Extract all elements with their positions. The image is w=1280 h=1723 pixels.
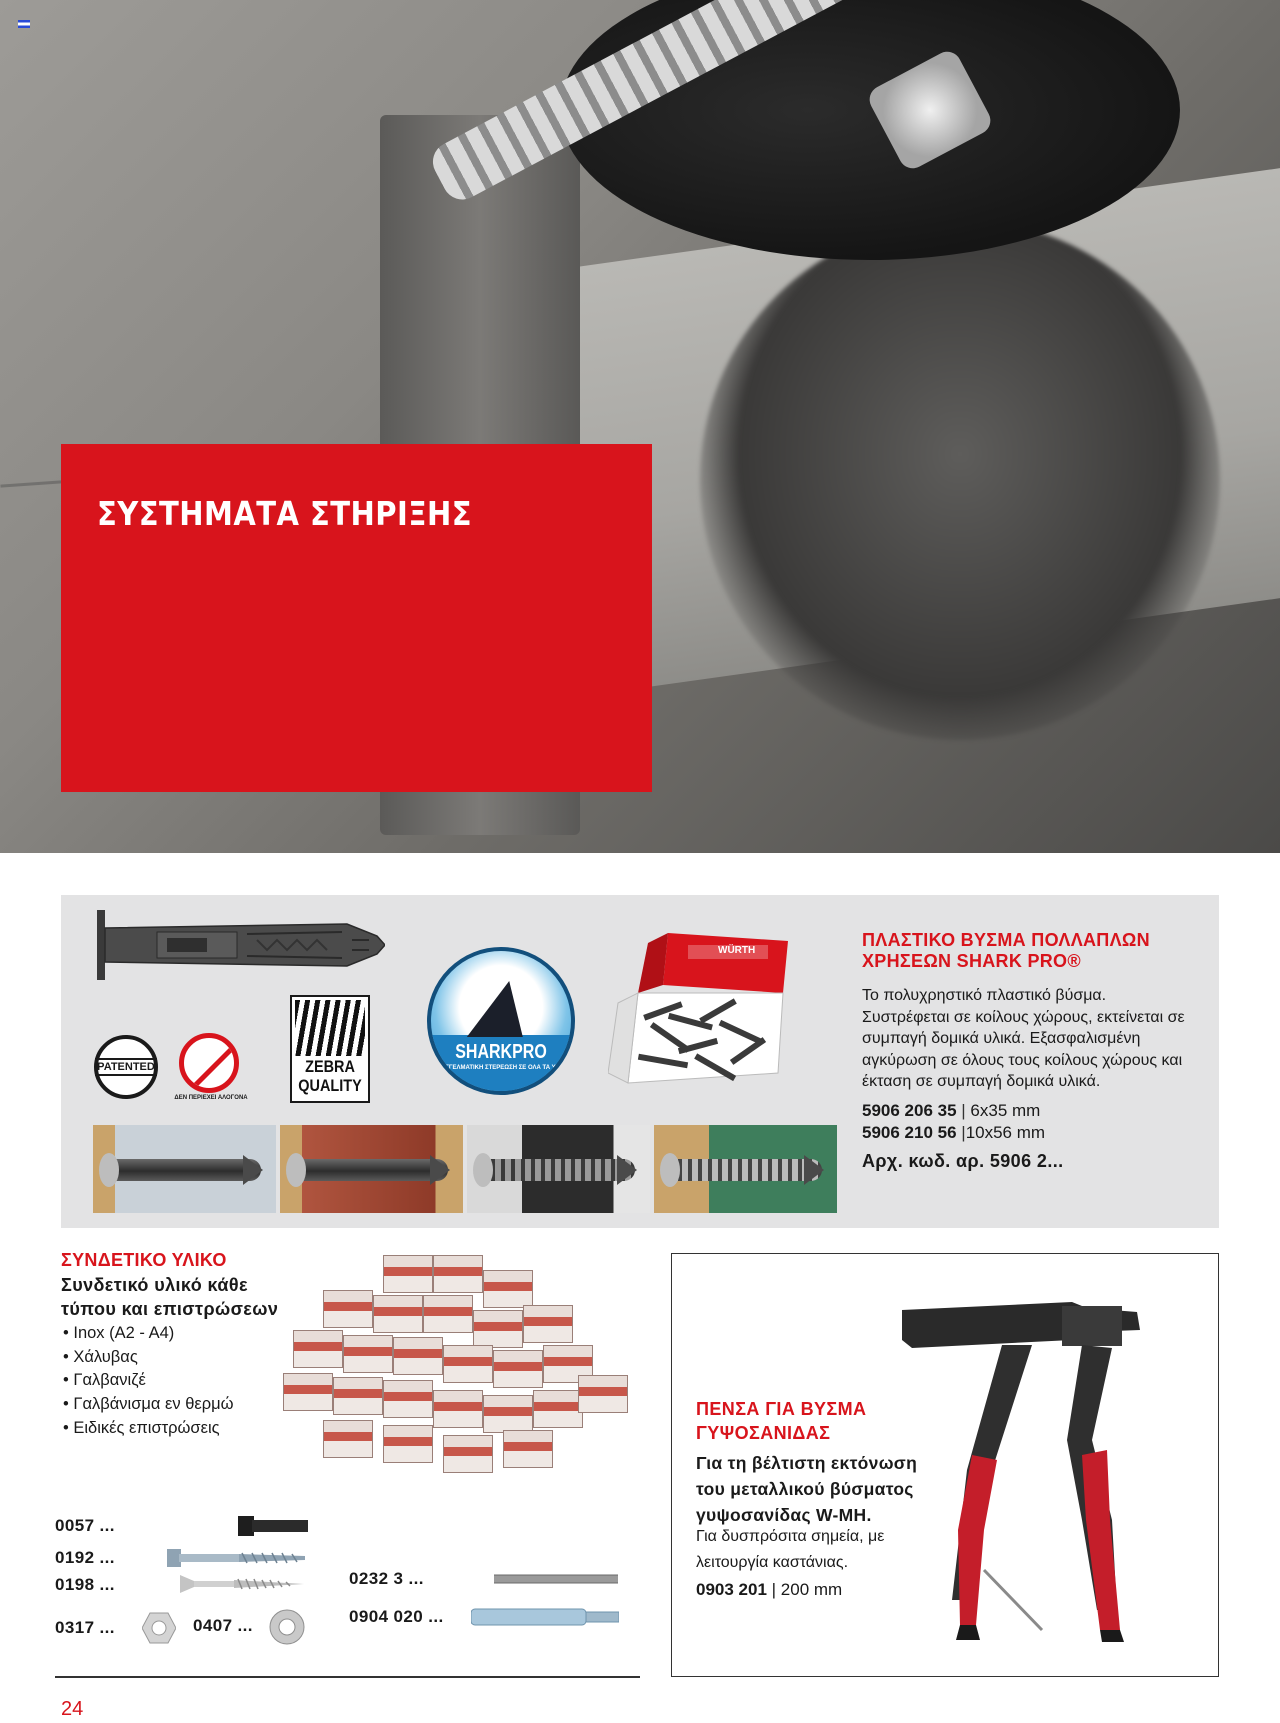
- product-code-row: [862, 1122, 1192, 1144]
- code-separator: |: [956, 1101, 971, 1120]
- pliers-panel: [671, 1253, 1219, 1677]
- fastener-box: [483, 1395, 533, 1433]
- screw-head-3: [473, 1153, 493, 1187]
- fastener-box: [443, 1345, 493, 1383]
- fastener-box: [503, 1430, 553, 1468]
- fastener-box: [533, 1390, 583, 1428]
- box-brand-label: WÜRTH: [718, 945, 756, 956]
- code-0198: 0198 ...: [55, 1575, 115, 1594]
- anchor-shape-1: [101, 1159, 261, 1181]
- anchor-sleeve-icon: [471, 1605, 619, 1629]
- shark-pro-panel: [61, 895, 1219, 1228]
- zebra-quality-label: ZEBRA QUALITY: [298, 1057, 362, 1095]
- fastener-box: [423, 1295, 473, 1333]
- gloved-hand: [700, 220, 1220, 740]
- fasteners-heading: ΣΥΝΔΕΤΙΚΟ ΥΛΙΚΟ: [61, 1250, 227, 1270]
- pliers-image: [872, 1270, 1212, 1670]
- fastener-box: [433, 1255, 483, 1293]
- fastener-box: [578, 1375, 628, 1413]
- code-0317: 0317 ...: [55, 1618, 115, 1637]
- code-0192: 0192 ...: [55, 1548, 115, 1567]
- product-size: 200 mm: [780, 1580, 843, 1599]
- sharkpro-logo-label: SHARKPRO: [455, 1041, 547, 1063]
- hex-bolt-icon: [238, 1513, 308, 1539]
- shark-fin-icon: [467, 981, 543, 1037]
- pliers-subheading: Για τη βέλτιστη εκτόνωση του μεταλλικού βύσματος γυψοσανίδας W-MH.: [696, 1453, 918, 1525]
- fastener-boxes-image: [283, 1255, 630, 1495]
- fastener-box: [433, 1390, 483, 1428]
- product-code: 5906 206 35: [862, 1101, 957, 1120]
- fastener-box: [443, 1435, 493, 1473]
- zebra-stripes-icon: [295, 1000, 365, 1056]
- fastener-box: [283, 1373, 333, 1411]
- wood-screw-icon: [180, 1573, 304, 1595]
- screw-head-2: [286, 1153, 306, 1187]
- application-image-4: [654, 1125, 837, 1213]
- shark-pro-heading: ΠΛΑΣΤΙΚΟ ΒΥΣΜΑ ΠΟΛΛΑΠΛΩΝ ΧΡΗΣΕΩΝ SHARK PRO®: [862, 930, 1150, 971]
- patented-label: PATENTED: [95, 1058, 157, 1076]
- code-0904: 0904 020 ...: [349, 1607, 444, 1626]
- list-item: • Γαλβάνισμα εν θερμώ: [63, 1393, 234, 1417]
- pliers-code-row: [696, 1580, 842, 1600]
- list-item: • Inox (A2 - A4): [63, 1322, 234, 1346]
- halogen-free-badge: [179, 1033, 239, 1093]
- page-title: ΣΥΣΤΗΜΑΤΑ ΣΤΗΡΙΞΗΣ: [97, 494, 473, 533]
- halogen-free-caption: ΔΕΝ ΠΕΡΙΕΧΕΙ ΑΛΟΓΟΝΑ: [174, 1095, 248, 1101]
- hex-screw-icon: [167, 1547, 305, 1569]
- application-image-1: [93, 1125, 276, 1213]
- code-separator: |: [956, 1123, 966, 1142]
- fastener-box: [323, 1420, 373, 1458]
- application-image-2: [280, 1125, 463, 1213]
- list-item: • Χάλυβας: [63, 1346, 234, 1370]
- fastener-box: [473, 1310, 523, 1348]
- screw-head-1: [99, 1153, 119, 1187]
- footer-divider: [55, 1676, 640, 1678]
- code-0057: 0057 ...: [55, 1516, 115, 1535]
- flag-icon: [18, 20, 30, 28]
- fastener-box: [393, 1337, 443, 1375]
- threaded-rod-icon: [494, 1572, 618, 1586]
- zebra-quality-badge: [290, 995, 370, 1103]
- shark-anchor-image: [97, 910, 385, 980]
- fastener-box: [523, 1305, 573, 1343]
- anchor-tip-3: [617, 1155, 637, 1185]
- product-size: 10x56 mm: [965, 1123, 1046, 1142]
- fasteners-subheading: Συνδετικό υλικό κάθε τύπου και επιστρώσεων: [61, 1275, 279, 1319]
- code-0232: 0232 3 ...: [349, 1569, 424, 1588]
- fastener-box: [383, 1255, 433, 1293]
- product-code: 0903 201: [696, 1580, 767, 1599]
- fastener-box: [383, 1425, 433, 1463]
- anchor-shape-3: [475, 1159, 635, 1181]
- page-number: 24: [61, 1698, 84, 1720]
- list-item: • Γαλβανιζέ: [63, 1369, 234, 1393]
- sharkpro-logo: [427, 947, 575, 1095]
- hero-image: [0, 0, 1280, 853]
- fastener-box: [373, 1295, 423, 1333]
- fastener-box: [383, 1380, 433, 1418]
- fastener-box: [333, 1377, 383, 1415]
- shark-pro-codes: [862, 1100, 1192, 1144]
- fastener-box: [293, 1330, 343, 1368]
- product-code: 5906 210 56: [862, 1123, 957, 1142]
- anchor-tip-4: [804, 1155, 824, 1185]
- fasteners-list: [63, 1322, 234, 1441]
- fastener-box: [323, 1290, 373, 1328]
- sharkpro-logo-subtitle: ΕΠΑΓΓΕΛΜΑΤΙΚΗ ΣΤΕΡΕΩΣΗ ΣΕ ΟΛΑ ΤΑ ΥΛΙΚΑ: [432, 1065, 570, 1071]
- shark-box-image: [608, 923, 788, 1093]
- fastener-box: [343, 1335, 393, 1373]
- anchor-shape-4: [662, 1159, 822, 1181]
- code-separator: |: [766, 1580, 781, 1599]
- list-item: • Ειδικές επιστρώσεις: [63, 1417, 234, 1441]
- article-number: Αρχ. κωδ. αρ. 5906 2...: [862, 1151, 1064, 1171]
- anchor-tip-2: [430, 1155, 450, 1185]
- fastener-box: [483, 1270, 533, 1308]
- application-image-3: [467, 1125, 650, 1213]
- product-size: 6x35 mm: [970, 1101, 1041, 1120]
- patented-badge: [94, 1035, 158, 1099]
- anchor-tip-1: [243, 1155, 263, 1185]
- code-0407: 0407 ...: [193, 1616, 253, 1635]
- fastener-box: [493, 1350, 543, 1388]
- anchor-shape-2: [288, 1159, 448, 1181]
- pliers-description: Για δυσπρόσιτα σημεία, με λειτουργία καστάνιας.: [696, 1528, 885, 1571]
- product-code-row: [862, 1100, 1192, 1122]
- shark-pro-description: Το πολυχρηστικό πλαστικό βύσμα. Συστρέφεται σε κοίλους χώρους, εκτείνεται σε συμπαγή δομικά υλικά. Εξασφαλισμένη αγκύρωση σε όλους τους κοίλους χώρους και έκταση σε συμπαγή δομικά υλικά.: [862, 987, 1185, 1090]
- washer-icon: [268, 1608, 306, 1646]
- pliers-heading: ΠΕΝΣΑ ΓΙΑ ΒΥΣΜΑ ΓΥΨΟΣΑΝΙΔΑΣ: [696, 1399, 867, 1443]
- hex-nut-icon: [142, 1612, 176, 1644]
- screw-head-4: [660, 1153, 680, 1187]
- hero-title-box: [61, 444, 652, 792]
